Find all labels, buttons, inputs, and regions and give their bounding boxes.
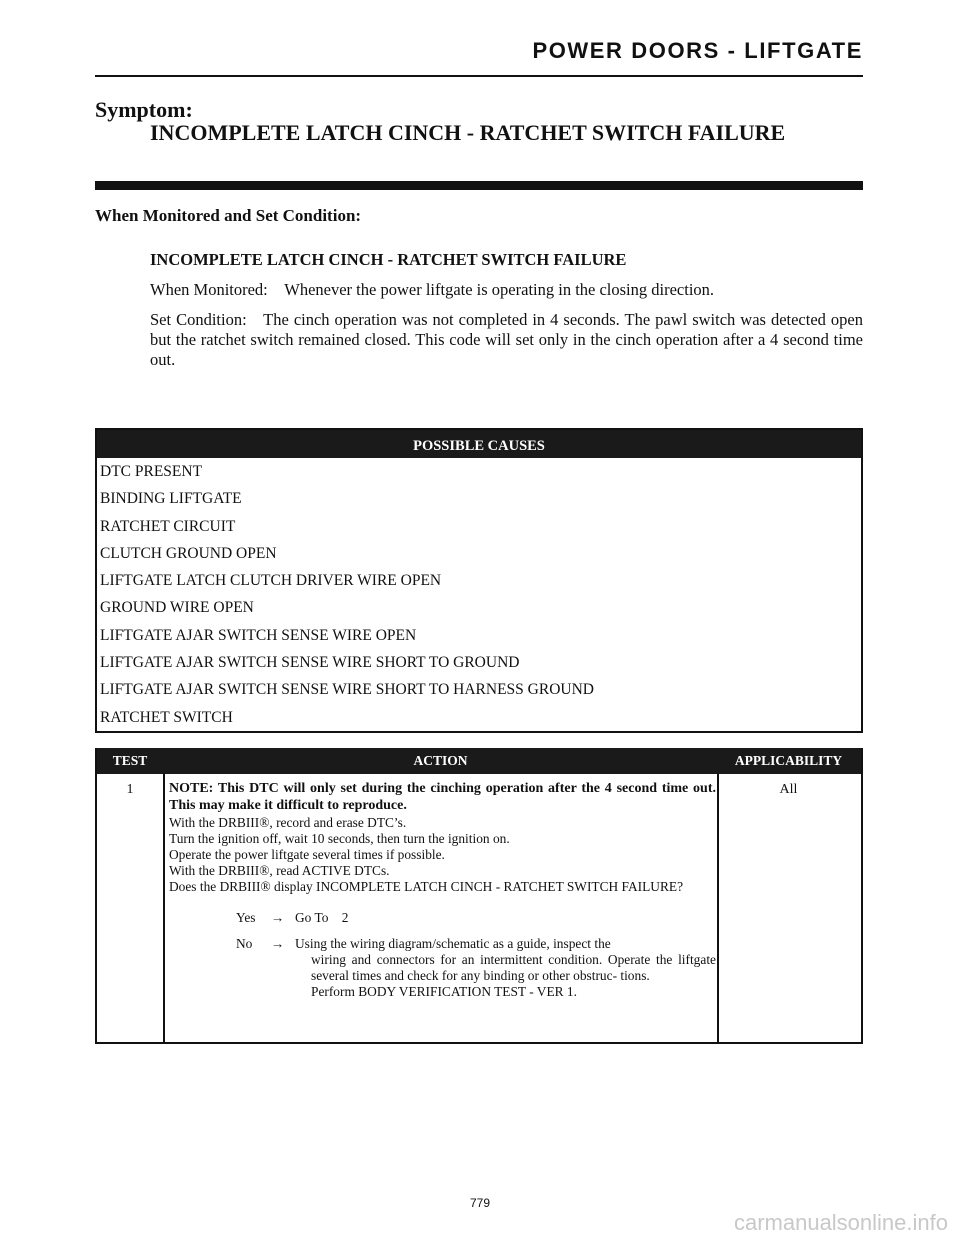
test-step: Does the DRBIII® display INCOMPLETE LATCH CINCH - RATCHET SWITCH FAILURE? (169, 879, 684, 894)
cause-item: CLUTCH GROUND OPEN (100, 544, 277, 562)
possible-causes-table (95, 428, 863, 733)
test-table (95, 748, 863, 1044)
column-header-test: TEST (112, 753, 148, 768)
cause-item: LIFTGATE LATCH CLUTCH DRIVER WIRE OPEN (100, 572, 442, 590)
section-title-rule (95, 75, 863, 77)
test-table-header (97, 748, 861, 774)
test-step: With the DRBIII®, record and erase DTC’s. (169, 815, 407, 830)
answer-no-first-line: Using the wiring diagram/schematic as a guide, inspect the (295, 936, 611, 951)
page-number: 779 (469, 1196, 491, 1210)
symptom-divider (95, 181, 863, 190)
test-applicability: All (779, 782, 798, 797)
answer-no-perform: Perform BODY VERIFICATION TEST - VER 1. (311, 984, 577, 999)
test-answers (169, 910, 716, 1000)
symptom-label: Symptom: (95, 97, 193, 122)
monitor-heading: When Monitored and Set Condition: (95, 206, 362, 225)
answer-no-continuation: wiring and connectors for an intermittent condition. Operate the liftgate several times and check for any binding or other obstruc- tions. (311, 952, 716, 983)
test-step: Operate the power liftgate several times if possible. (169, 847, 445, 862)
test-step: Turn the ignition off, wait 10 seconds, then turn the ignition on. (169, 831, 510, 846)
cause-item: LIFTGATE AJAR SWITCH SENSE WIRE SHORT TO HARNESS GROUND (100, 681, 594, 699)
answer-no (169, 936, 716, 1000)
cause-item: RATCHET CIRCUIT (100, 517, 236, 535)
cause-item: GROUND WIRE OPEN (100, 599, 254, 617)
cause-item: LIFTGATE AJAR SWITCH SENSE WIRE SHORT TO GROUND (100, 654, 520, 672)
watermark: carmanualsonline.info (733, 1210, 948, 1235)
possible-causes-list (97, 458, 861, 731)
arrow-right-icon: → (271, 936, 285, 951)
cause-item: LIFTGATE AJAR SWITCH SENSE WIRE OPEN (100, 626, 417, 644)
answer-yes (169, 910, 716, 926)
answer-no-text (295, 936, 716, 1000)
test-step: With the DRBIII®, read ACTIVE DTCs. (169, 863, 390, 878)
answer-yes-text: Go To 2 (295, 910, 349, 925)
cause-item: DTC PRESENT (100, 463, 203, 480)
dtc-name: INCOMPLETE LATCH CINCH - RATCHET SWITCH FAILURE (150, 250, 627, 269)
answer-no-label: No (236, 936, 253, 951)
when-monitored: When Monitored: Whenever the power liftgate is operating in the closing direction. (150, 280, 715, 299)
symptom-name: INCOMPLETE LATCH CINCH - RATCHET SWITCH FAILURE (150, 120, 786, 145)
column-divider (717, 774, 719, 1042)
possible-causes-heading: POSSIBLE CAUSES (97, 430, 861, 458)
section-title: POWER DOORS - LIFTGATE (532, 38, 863, 63)
cause-item: RATCHET SWITCH (100, 708, 233, 726)
cause-item: BINDING LIFTGATE (100, 490, 242, 508)
answer-yes-label: Yes (236, 910, 256, 925)
test-note: NOTE: This DTC will only set during the cinching operation after the 4 second time out. This may make it difficult to reproduce. (169, 781, 716, 813)
column-header-applicability: APPLICABILITY (734, 753, 843, 768)
set-condition: Set Condition: The cinch operation was not completed in 4 seconds. The pawl switch was detected open but the ratchet switch remained closed. This code will set only in the cinch operation after a 4 second time out. (150, 310, 863, 369)
monitor-block (150, 250, 863, 380)
test-action (169, 780, 716, 1010)
arrow-right-icon: → (271, 910, 285, 925)
test-number: 1 (126, 782, 134, 797)
column-divider (163, 774, 165, 1042)
column-header-action: ACTION (413, 753, 468, 768)
